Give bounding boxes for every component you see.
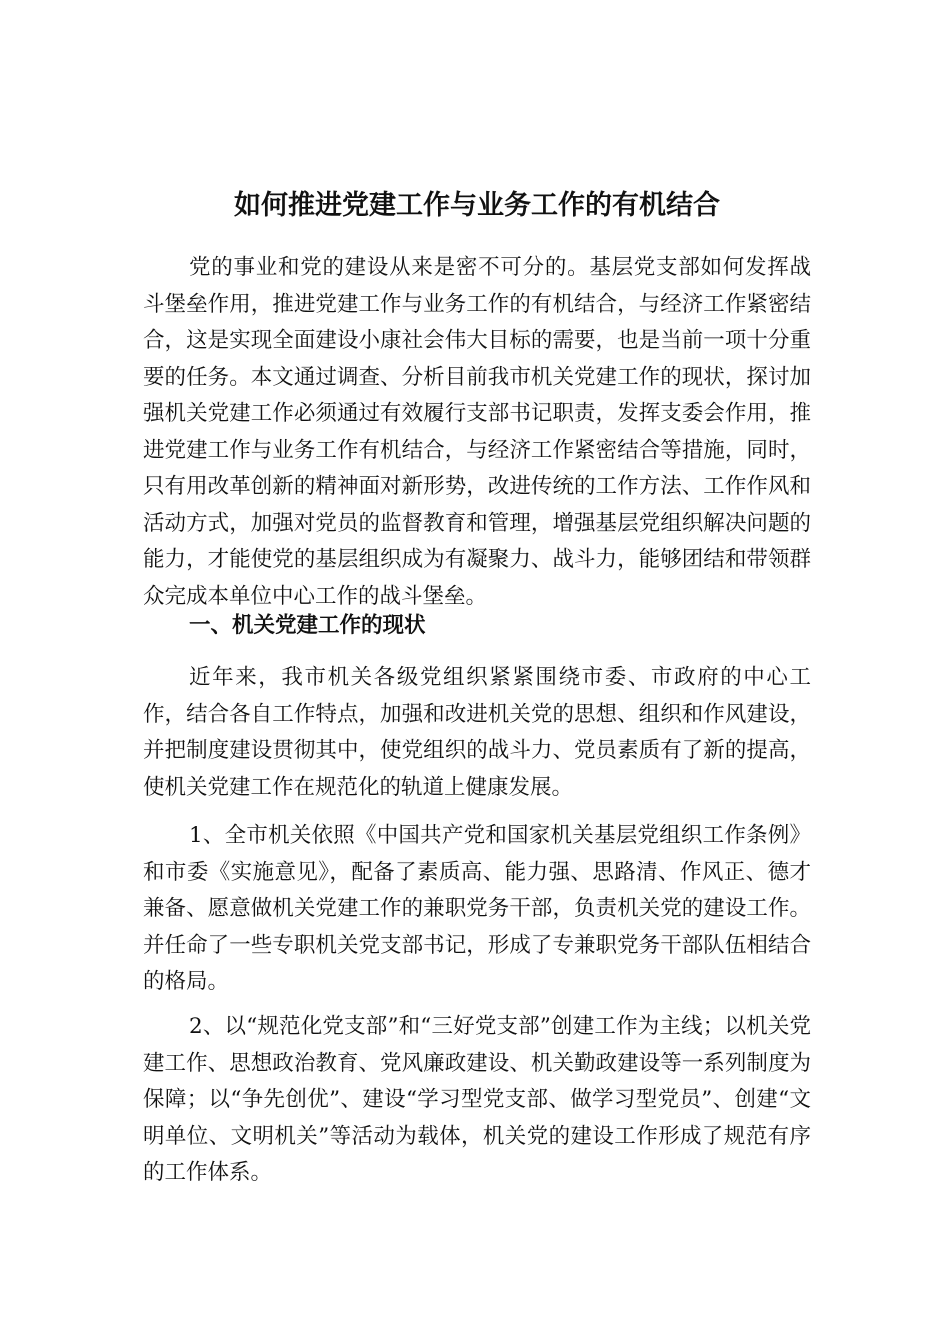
section-paragraph: 近年来，我市机关各级党组织紧紧围绕市委、市政府的中心工作，结合各自工作特点，加强和改进机关党的思想、组织和作风建设，并把制度建设贯彻其中，使党组织的战斗力、党员素质有了新的提高，使机关党建工作在规范化的轨道上健康发展。 bbox=[143, 665, 811, 800]
intro-paragraph: 党的事业和党的建设从来是密不可分的。基层党支部如何发挥战斗堡垒作用，推进党建工作与业务工作的有机结合，与经济工作紧密结合，这是实现全面建设小康社会伟大目标的需要，也是当前一项十分重要的任务。本文通过调查、分析目前我市机关党建工作的现状，探讨加强机关党建工作必须通过有效履行支部书记职责，发挥支委会作用，推进党建工作与业务工作有机结合，与经济工作紧密结合等措施，同时，只有用改革创新的精神面对新形势，改进传统的工作方法、工作作风和活动方式，加强对党员的监督教育和管理，增强基层党组织解决问题的能力，才能使党的基层组织成为有凝聚力、战斗力，能够团结和带领群众完成本单位中心工作的战斗堡垒。 bbox=[143, 255, 811, 609]
section-paragraph: 1、全市机关依照《中国共产党和国家机关基层党组织工作条例》和市委《实施意见》，配备了素质高、能力强、思路清、作风正、德才兼备、愿意做机关党建工作的兼职党务干部，负责机关党的建设工作。并任命了一些专职机关党支部书记，形成了专兼职党务干部队伍相结合的格局。 bbox=[143, 823, 811, 994]
section-heading: 一、机关党建工作的现状 bbox=[189, 613, 426, 638]
document-title: 如何推进党建工作与业务工作的有机结合 bbox=[234, 190, 720, 221]
section-paragraph: 2、以“规范化党支部”和“三好党支部”创建工作为主线；以机关党建工作、思想政治教育、党风廉政建设、机关勤政建设等一系列制度为保障；以“争先创优”、建设“学习型党支部、做学习型党员”、创建“文明单位、文明机关”等活动为载体，机关党的建设工作形成了规范有序的工作体系。 bbox=[143, 1014, 811, 1185]
